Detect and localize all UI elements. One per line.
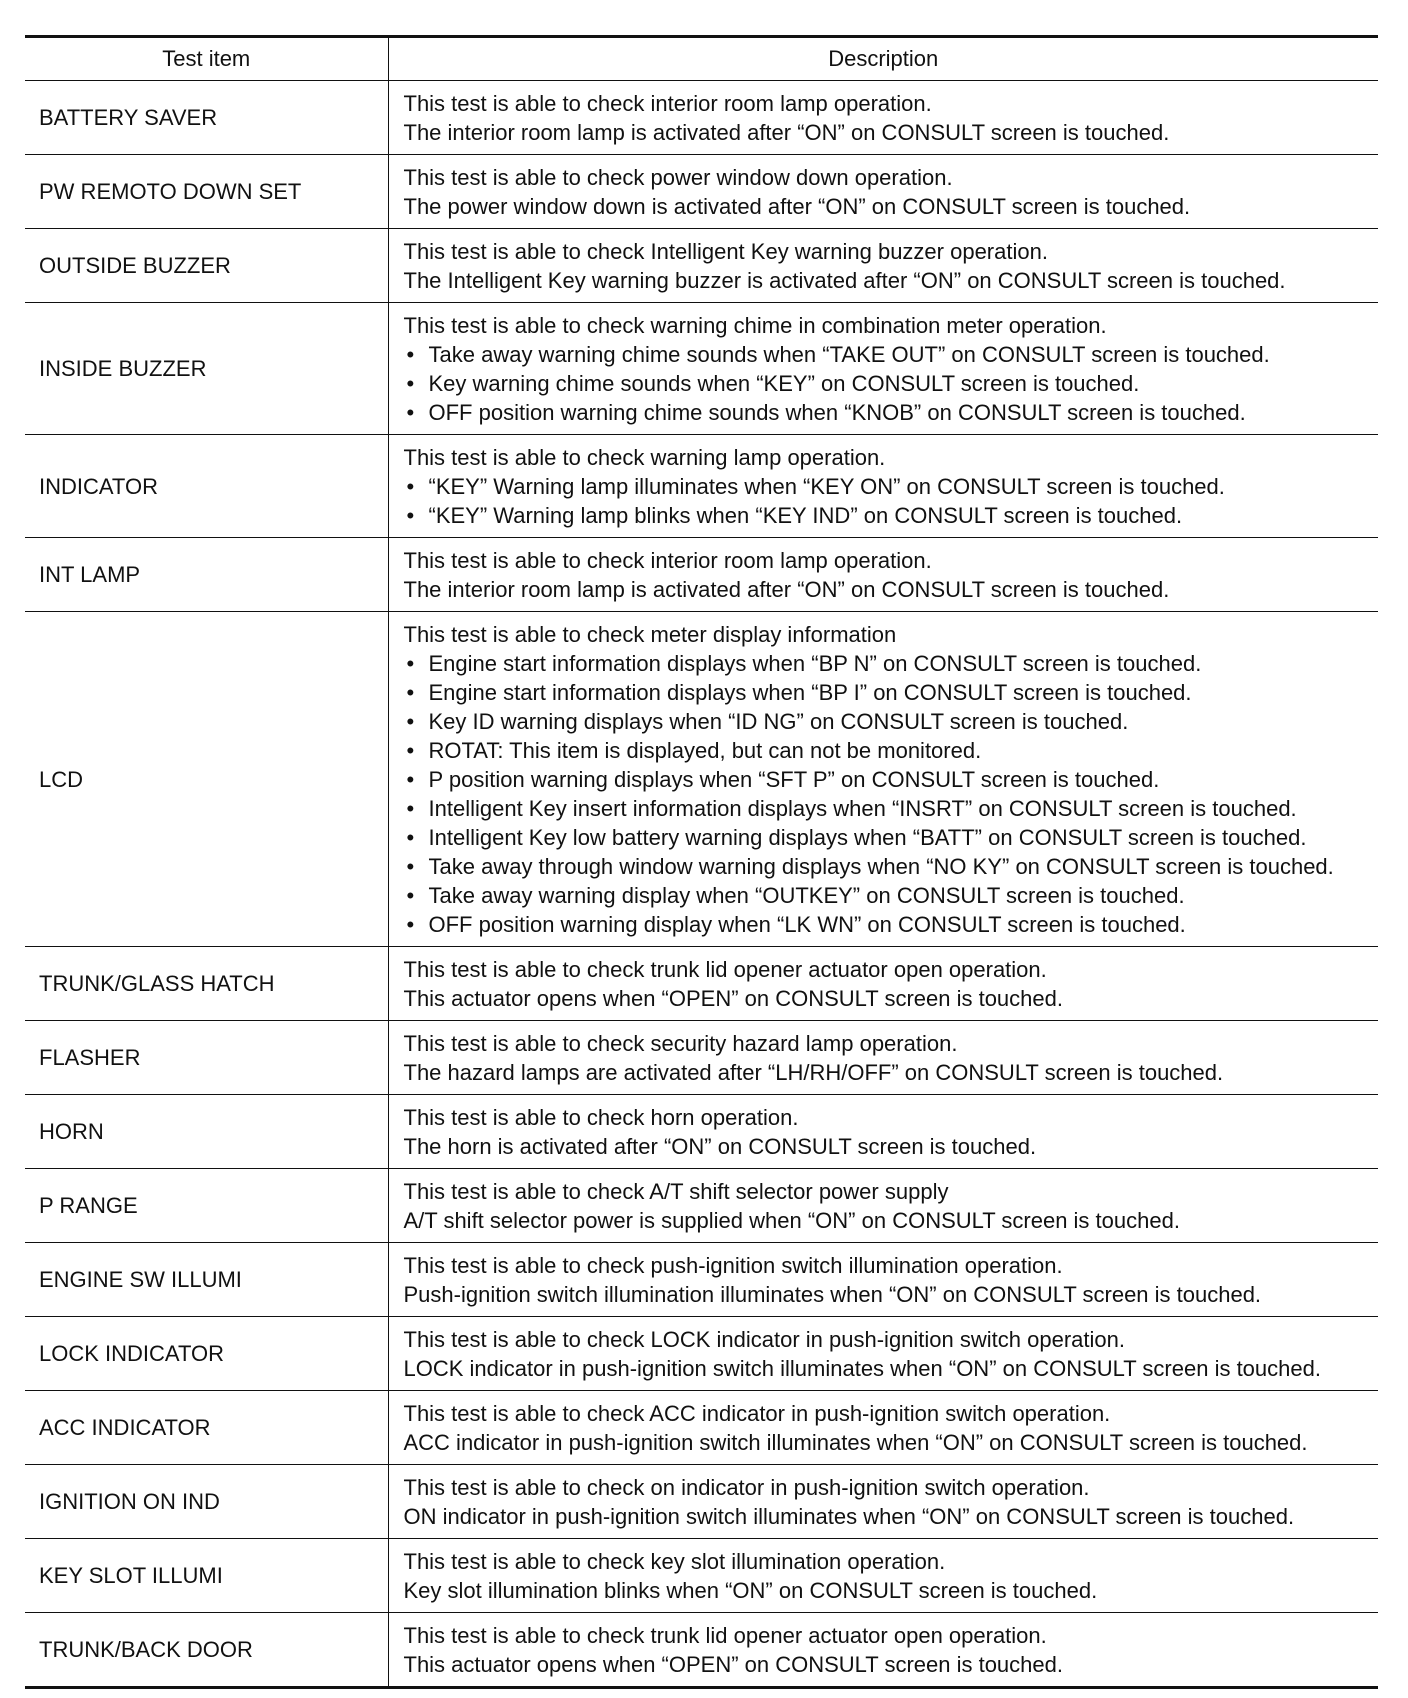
- description-cell: [388, 155, 1378, 229]
- bullet-item: • ROTAT: This item is displayed, but can not be monitored.: [404, 736, 1373, 765]
- test-item-cell: OUTSIDE BUZZER: [25, 229, 388, 303]
- description-line: This actuator opens when “OPEN” on CONSULT screen is touched.: [403, 986, 1063, 1011]
- description-cell: [388, 1243, 1378, 1317]
- bullet-item: • Key ID warning displays when “ID NG” on CONSULT screen is touched.: [404, 707, 1373, 736]
- table-row: [25, 1613, 1378, 1688]
- bullet-item: • Intelligent Key insert information displays when “INSRT” on CONSULT screen is touched.: [404, 794, 1373, 823]
- test-item-cell: P RANGE: [25, 1169, 388, 1243]
- table-row: [25, 1095, 1378, 1169]
- test-item-cell: TRUNK/BACK DOOR: [25, 1613, 388, 1688]
- table-row: [25, 947, 1378, 1021]
- table-row: [25, 1465, 1378, 1539]
- bullet-item: • Intelligent Key low battery warning displays when “BATT” on CONSULT screen is touched.: [404, 823, 1373, 852]
- description-line: The hazard lamps are activated after “LH/RH/OFF” on CONSULT screen is touched.: [403, 1060, 1224, 1085]
- table-row: [25, 1021, 1378, 1095]
- table-row: [25, 81, 1378, 155]
- table-header: [25, 37, 1378, 81]
- description-line: The power window down is activated after “ON” on CONSULT screen is touched.: [403, 194, 1191, 219]
- test-item-cell: INT LAMP: [25, 538, 388, 612]
- active-test-table-container: [25, 35, 1378, 1689]
- bullet-item: • Engine start information displays when “BP I” on CONSULT screen is touched.: [404, 678, 1373, 707]
- table-row: [25, 435, 1378, 538]
- description-line: This test is able to check warning lamp operation.: [403, 445, 886, 470]
- test-item-cell: BATTERY SAVER: [25, 81, 388, 155]
- active-test-table: [25, 35, 1378, 1689]
- description-line: Push-ignition switch illumination illuminates when “ON” on CONSULT screen is touched.: [403, 1282, 1262, 1307]
- description-line: This test is able to check meter display information: [403, 622, 897, 647]
- description-line: LOCK indicator in push-ignition switch illuminates when “ON” on CONSULT screen is touched.: [403, 1356, 1321, 1381]
- table-row: [25, 303, 1378, 435]
- table-row: [25, 229, 1378, 303]
- description-line: This test is able to check trunk lid opener actuator open operation.: [403, 1623, 1047, 1648]
- table-row: [25, 1169, 1378, 1243]
- test-item-cell: ACC INDICATOR: [25, 1391, 388, 1465]
- description-line: This test is able to check Intelligent Key warning buzzer operation.: [403, 239, 1048, 264]
- bullet-list: [404, 472, 1373, 530]
- description-line: This test is able to check trunk lid opener actuator open operation.: [403, 957, 1047, 982]
- description-line: This actuator opens when “OPEN” on CONSULT screen is touched.: [403, 1652, 1063, 1677]
- test-item-cell: ENGINE SW ILLUMI: [25, 1243, 388, 1317]
- test-item-cell: IGNITION ON IND: [25, 1465, 388, 1539]
- description-cell: [388, 1317, 1378, 1391]
- description-cell: [388, 229, 1378, 303]
- bullet-item: • “KEY” Warning lamp illuminates when “KEY ON” on CONSULT screen is touched.: [404, 472, 1373, 501]
- description-line: The interior room lamp is activated after “ON” on CONSULT screen is touched.: [403, 120, 1170, 145]
- description-cell: [388, 1021, 1378, 1095]
- bullet-item: • OFF position warning display when “LK WN” on CONSULT screen is touched.: [404, 910, 1373, 939]
- description-cell: [388, 1391, 1378, 1465]
- description-cell: [388, 612, 1378, 947]
- description-line: The Intelligent Key warning buzzer is activated after “ON” on CONSULT screen is touched.: [403, 268, 1286, 293]
- bullet-list: [404, 340, 1373, 427]
- test-item-cell: LCD: [25, 612, 388, 947]
- description-line: The horn is activated after “ON” on CONSULT screen is touched.: [403, 1134, 1037, 1159]
- bullet-item: • Key warning chime sounds when “KEY” on CONSULT screen is touched.: [404, 369, 1373, 398]
- description-line: This test is able to check push-ignition switch illumination operation.: [403, 1253, 1063, 1278]
- bullet-item: • Take away warning display when “OUTKEY” on CONSULT screen is touched.: [404, 881, 1373, 910]
- description-cell: [388, 81, 1378, 155]
- header-description: Description: [388, 37, 1378, 81]
- description-line: ON indicator in push-ignition switch illuminates when “ON” on CONSULT screen is touched.: [403, 1504, 1295, 1529]
- table-row: [25, 1539, 1378, 1613]
- description-line: The interior room lamp is activated after “ON” on CONSULT screen is touched.: [403, 577, 1170, 602]
- description-cell: [388, 947, 1378, 1021]
- test-item-cell: FLASHER: [25, 1021, 388, 1095]
- bullet-list: [404, 649, 1373, 939]
- description-line: This test is able to check power window down operation.: [403, 165, 953, 190]
- bullet-item: • OFF position warning chime sounds when “KNOB” on CONSULT screen is touched.: [404, 398, 1373, 427]
- test-item-cell: PW REMOTO DOWN SET: [25, 155, 388, 229]
- description-line: This test is able to check warning chime in combination meter operation.: [403, 313, 1107, 338]
- description-line: A/T shift selector power is supplied when “ON” on CONSULT screen is touched.: [403, 1208, 1180, 1233]
- table-row: [25, 612, 1378, 947]
- test-item-cell: INSIDE BUZZER: [25, 303, 388, 435]
- bullet-item: • “KEY” Warning lamp blinks when “KEY IND” on CONSULT screen is touched.: [404, 501, 1373, 530]
- description-line: This test is able to check on indicator in push-ignition switch operation.: [403, 1475, 1090, 1500]
- description-line: This test is able to check security hazard lamp operation.: [403, 1031, 958, 1056]
- test-item-cell: INDICATOR: [25, 435, 388, 538]
- bullet-item: • P position warning displays when “SFT P” on CONSULT screen is touched.: [404, 765, 1373, 794]
- description-line: This test is able to check horn operation.: [403, 1105, 799, 1130]
- description-line: This test is able to check interior room lamp operation.: [403, 548, 932, 573]
- test-item-cell: LOCK INDICATOR: [25, 1317, 388, 1391]
- description-cell: [388, 1539, 1378, 1613]
- bullet-item: • Take away warning chime sounds when “TAKE OUT” on CONSULT screen is touched.: [404, 340, 1373, 369]
- table-row: [25, 538, 1378, 612]
- description-line: This test is able to check A/T shift selector power supply: [403, 1179, 949, 1204]
- description-line: ACC indicator in push-ignition switch illuminates when “ON” on CONSULT screen is touched.: [403, 1430, 1308, 1455]
- test-item-cell: KEY SLOT ILLUMI: [25, 1539, 388, 1613]
- description-cell: [388, 1613, 1378, 1688]
- bullet-item: • Engine start information displays when “BP N” on CONSULT screen is touched.: [404, 649, 1373, 678]
- test-item-cell: TRUNK/GLASS HATCH: [25, 947, 388, 1021]
- table-body: [25, 81, 1378, 1688]
- description-line: This test is able to check ACC indicator in push-ignition switch operation.: [403, 1401, 1111, 1426]
- description-cell: [388, 1465, 1378, 1539]
- description-cell: [388, 1095, 1378, 1169]
- test-item-cell: HORN: [25, 1095, 388, 1169]
- description-cell: [388, 303, 1378, 435]
- description-line: This test is able to check interior room lamp operation.: [403, 91, 932, 116]
- description-line: Key slot illumination blinks when “ON” on CONSULT screen is touched.: [403, 1578, 1098, 1603]
- description-cell: [388, 435, 1378, 538]
- description-line: This test is able to check LOCK indicator in push-ignition switch operation.: [403, 1327, 1125, 1352]
- header-test-item: Test item: [25, 37, 388, 81]
- table-row: [25, 155, 1378, 229]
- table-row: [25, 1243, 1378, 1317]
- table-row: [25, 1317, 1378, 1391]
- header-row: [25, 37, 1378, 81]
- description-cell: [388, 538, 1378, 612]
- description-cell: [388, 1169, 1378, 1243]
- table-row: [25, 1391, 1378, 1465]
- description-line: This test is able to check key slot illumination operation.: [403, 1549, 946, 1574]
- bullet-item: • Take away through window warning displays when “NO KY” on CONSULT screen is touched.: [404, 852, 1373, 881]
